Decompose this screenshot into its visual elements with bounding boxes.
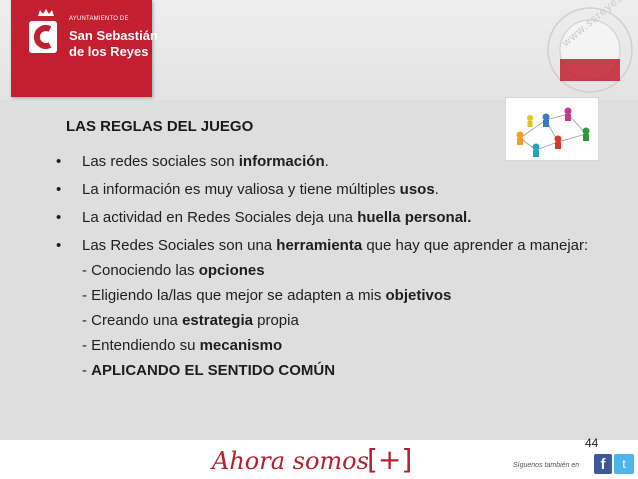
bullet-bold-text: huella personal.	[357, 209, 472, 226]
sub-item-text: -	[82, 362, 92, 379]
bullet-bold-text: usos	[399, 181, 435, 198]
sub-item-bold-text: estrategia	[182, 312, 253, 329]
bullet-bold-text: herramienta	[276, 237, 363, 254]
sub-item-bold-text: mecanismo	[199, 337, 283, 354]
bullet-text: La actividad en Redes Sociales deja una	[82, 209, 358, 226]
list-item	[56, 236, 616, 255]
sub-list-item	[56, 261, 616, 280]
sub-item-text: - Creando una	[82, 312, 183, 329]
sub-list-item	[56, 286, 616, 305]
sub-item-text: - Eligiendo la/las que mejor se adapten a mis	[82, 287, 386, 304]
city-logo	[11, 0, 158, 97]
list-item	[56, 180, 616, 199]
page-number: 44	[585, 436, 599, 450]
bullet-marker: •	[56, 181, 62, 198]
sub-item-text: - Entendiendo su	[82, 337, 200, 354]
bullet-marker: •	[56, 237, 62, 254]
bullet-text: Las Redes Sociales son una	[82, 237, 277, 254]
logo-small-text: AYUNTAMIENTO DE	[69, 16, 129, 22]
bullet-text-end: .	[434, 181, 439, 198]
follow-text: Síguenos también en	[513, 462, 580, 469]
footer-tagline: Ahora somos	[212, 447, 369, 475]
slide-title: LAS REGLAS DEL JUEGO	[66, 118, 254, 135]
city-emblem-icon	[28, 20, 58, 54]
facebook-icon[interactable]: f	[594, 454, 612, 474]
sub-item-bold-text: objetivos	[385, 287, 452, 304]
logo-line-1: San Sebastián	[69, 28, 158, 43]
sub-item-bold-text: APLICANDO EL SENTIDO COMÚN	[91, 362, 336, 379]
bullet-text-end: que hay que aprender a manejar:	[362, 237, 589, 254]
plus-mark: [+]	[367, 443, 413, 476]
twitter-icon[interactable]: t	[614, 454, 634, 474]
list-item	[56, 152, 616, 171]
bullet-marker: •	[56, 209, 62, 226]
list-item	[56, 208, 616, 227]
sub-item-text-end: propia	[252, 312, 299, 329]
bullet-list	[56, 152, 616, 386]
sub-item-text: - Conociendo las	[82, 262, 199, 279]
sub-list-item	[56, 336, 616, 355]
bullet-text-end: .	[324, 153, 329, 170]
bullet-text: Las redes sociales son	[82, 153, 239, 170]
sub-list-item	[56, 311, 616, 330]
crown-icon	[37, 8, 55, 17]
bullet-text: La información es muy valiosa y tiene múltiples	[82, 181, 400, 198]
sub-list-item	[56, 361, 616, 380]
logo-line-2: de los Reyes	[69, 44, 149, 59]
bullet-bold-text: información	[238, 153, 325, 170]
bullet-marker: •	[56, 153, 62, 170]
sub-item-bold-text: opciones	[198, 262, 265, 279]
